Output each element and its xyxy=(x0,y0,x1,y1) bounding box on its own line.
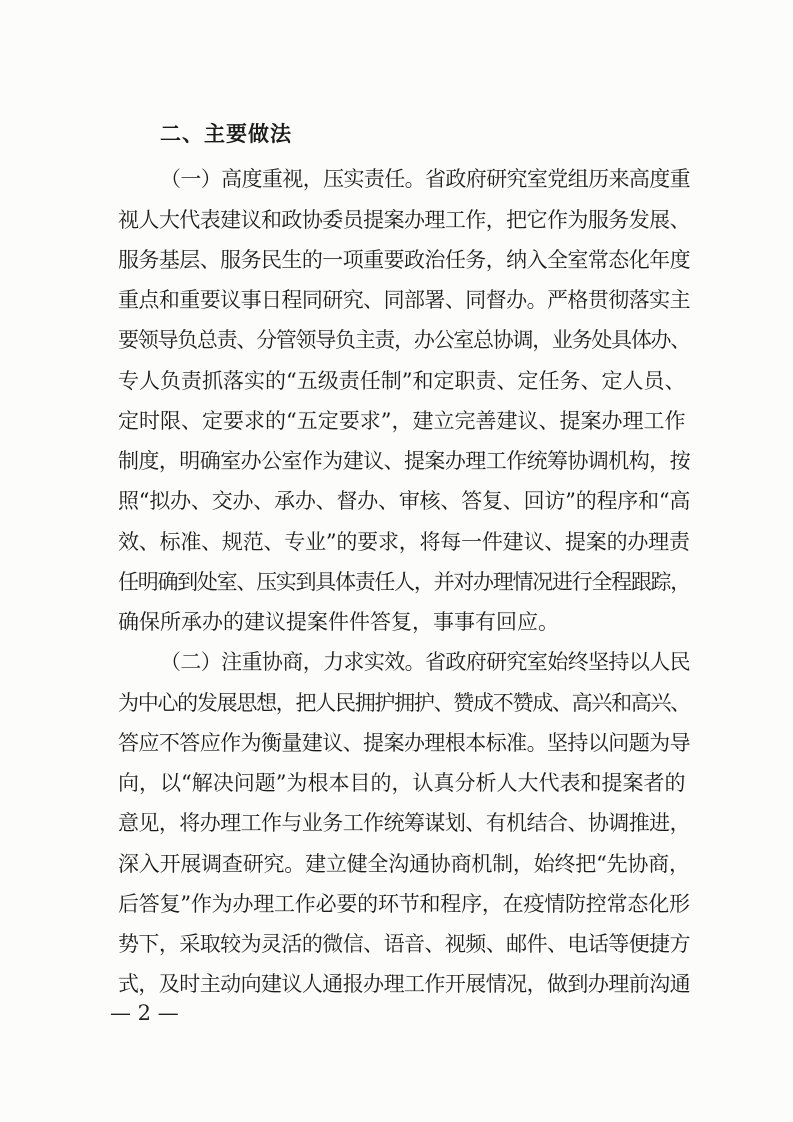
para2-line-3: 答应不答应作为衡量建议、提案办理根本标准。坚持以问题为导 xyxy=(118,731,690,755)
para1-line-5: 要领导负总责、分管领导负主责，办公室总协调，业务处具体办、 xyxy=(118,328,690,352)
para2-line-8: 势下，采取较为灵活的微信、语音、视频、邮件、电话等便捷方 xyxy=(118,932,690,956)
para2-line-6: 深入开展调查研究。建立健全沟通协商机制，始终把“先协商， xyxy=(118,852,690,876)
para1-line-6: 专人负责抓落实的“五级责任制”和定职责、定任务、定人员、 xyxy=(118,369,686,393)
para2-line-9: 式，及时主动向建议人通报办理工作开展情况，做到办理前沟通 xyxy=(118,972,690,996)
para2-line-4: 向，以“解决问题”为根本目的，认真分析人大代表和提案者的 xyxy=(118,771,686,795)
page-number: — 2 — xyxy=(110,1001,179,1025)
para1-line-12: 确保所承办的建议提案件件答复，事事有回应。 xyxy=(118,610,559,634)
para1-line-8: 制度，明确室办公室作为建议、提案办理工作统筹协调机构，按 xyxy=(118,449,690,473)
para1-line-9: 照“拟办、交办、承办、督办、审核、答复、回访”的程序和“高 xyxy=(118,489,691,513)
para1-line-10: 效、标准、规范、专业”的要求，将每一件建议、提案的办理责 xyxy=(118,530,690,554)
para1-line-2: 视人大代表建议和政协委员提案办理工作，把它作为服务发展、 xyxy=(118,208,690,232)
para1-line-11: 任明确到处室、压实到具体责任人，并对办理情况进行全程跟踪， xyxy=(118,570,690,594)
para2-line-2: 为中心的发展思想，把人民拥护拥护、赞成不赞成、高兴和高兴、 xyxy=(118,691,690,715)
para1-line-4: 重点和重要议事日程同研究、同部署、同督办。严格贯彻落实主 xyxy=(118,288,690,312)
para1-line-7: 定时限、定要求的“五定要求”，建立完善建议、提案办理工作 xyxy=(118,409,686,433)
para1-line-1: （一）高度重视，压实责任。省政府研究室党组历来高度重 xyxy=(160,167,690,191)
para2-line-1: （二）注重协商，力求实效。省政府研究室始终坚持以人民 xyxy=(160,650,690,674)
para2-line-5: 意见，将办理工作与业务工作统筹谋划、有机结合、协调推进， xyxy=(118,811,690,835)
section-heading: 二、主要做法 xyxy=(160,122,292,146)
para2-line-7: 后答复”作为办理工作必要的环节和程序，在疫情防控常态化形 xyxy=(118,892,690,916)
para1-line-3: 服务基层、服务民生的一项重要政治任务，纳入全室常态化年度 xyxy=(118,248,690,272)
